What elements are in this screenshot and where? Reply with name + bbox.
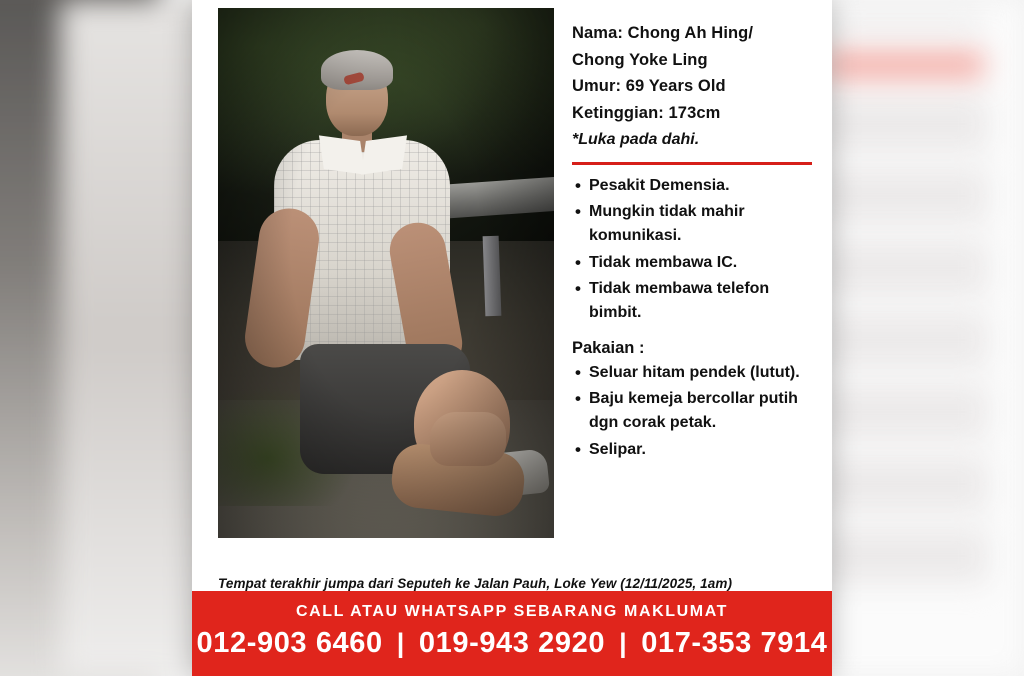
background-right-card <box>812 168 988 224</box>
phone-number-2[interactable]: 019-943 2920 <box>418 627 606 659</box>
background-right-red-banner <box>824 52 984 78</box>
phone-separator: | <box>396 628 405 658</box>
phone-separator: | <box>619 628 628 658</box>
background-right-card <box>812 456 988 512</box>
name-line-1: Nama: Chong Ah Hing/ <box>572 24 754 42</box>
name-line-2: Chong Yoke Ling <box>572 50 708 69</box>
background-right-line <box>832 18 982 27</box>
injury-note: *Luka pada dahi. <box>572 130 700 148</box>
photo-vignette <box>218 8 554 538</box>
missing-person-photo <box>218 8 554 538</box>
details-column <box>554 8 832 570</box>
photo-column <box>192 8 554 570</box>
last-seen-caption: Tempat terakhir jumpa dari Seputeh ke Jalan Pauh, Loke Yew (12/11/2025, 1am) <box>218 576 733 591</box>
background-right-card <box>812 312 988 368</box>
list-item: • Mungkin tidak mahir komunikasi. <box>589 200 812 249</box>
phone-numbers <box>192 627 832 660</box>
background-right-card <box>812 384 988 440</box>
background-right-card <box>812 528 988 584</box>
list-item: • Pesakit Demensia. <box>589 174 812 198</box>
age-line: Umur: 69 Years Old <box>572 77 726 96</box>
list-item: • Baju kemeja bercollar putih dgn corak petak. <box>589 387 812 436</box>
height-line: Ketinggian: 173cm <box>572 104 721 123</box>
list-item: • Tidak membawa telefon bimbit. <box>589 277 812 326</box>
list-item: • Tidak membawa IC. <box>589 251 812 275</box>
list-item: • Seluar hitam pendek (lutut). <box>589 361 812 385</box>
conditions-list <box>572 174 812 326</box>
background-right-card <box>812 240 988 296</box>
footer-headline: CALL ATAU WHATSAPP SEBARANG MAKLUMAT <box>295 603 729 620</box>
background-right-card <box>812 96 988 152</box>
phone-number-3[interactable]: 017-353 7914 <box>641 627 828 659</box>
clothing-title: Pakaian : <box>572 338 645 357</box>
contact-footer <box>192 591 832 676</box>
divider-rule <box>572 162 812 165</box>
clothing-list <box>572 361 812 462</box>
missing-person-poster <box>192 0 832 676</box>
list-item: • Selipar. <box>589 438 812 462</box>
phone-number-1[interactable]: 012-903 6460 <box>196 627 383 659</box>
